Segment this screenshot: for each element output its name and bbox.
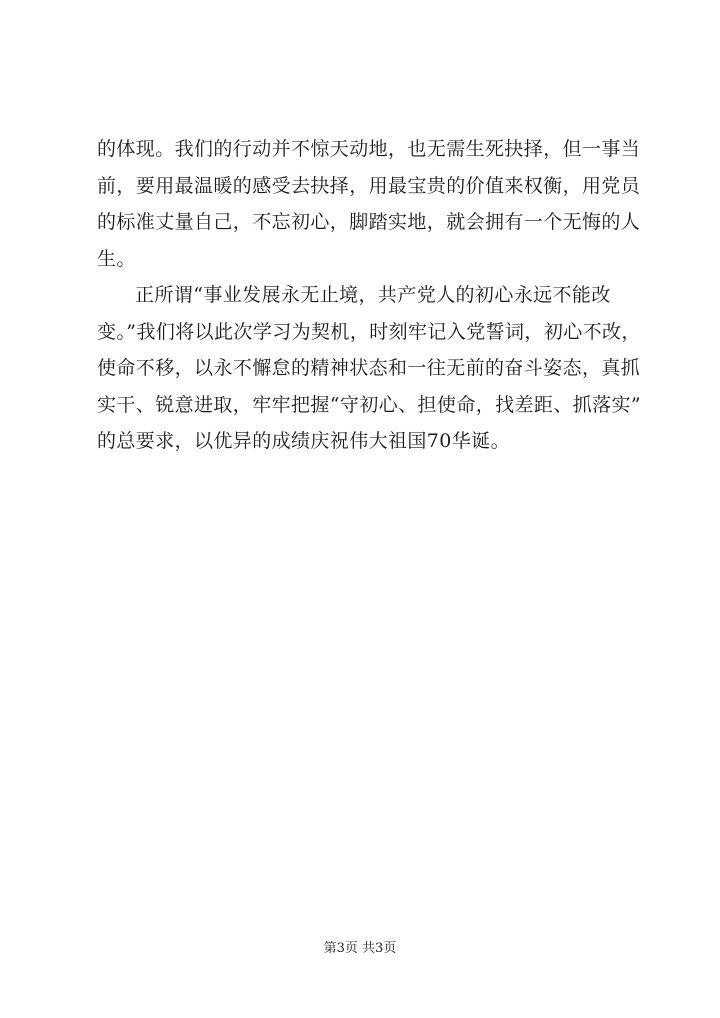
body-text xyxy=(97,131,642,460)
text-line: 使命不移，以永不懈怠的精神状态和一往无前的奋斗姿态，真抓 xyxy=(97,357,641,379)
text-line: 的体现。我们的行动并不惊天动地，也无需生死抉择，但一事当 xyxy=(97,138,641,160)
text-line: 的总要求，以优异的成绩庆祝伟大祖国70华诞。 xyxy=(97,430,510,452)
text-line: 正所谓“事业发展永无止境，共产党人的初心永远不能改 xyxy=(135,284,611,306)
text-line: 实干、锐意进取，牢牢把握“守初心、担使命，找差距、抓落实” xyxy=(97,393,642,416)
text-line: 变。”我们将以此次学习为契机，时刻牢记入党誓词，初心不改， xyxy=(97,320,641,343)
text-line: 生。 xyxy=(97,247,136,270)
text-line: 前，要用最温暖的感受去抉择，用最宝贵的价值来权衡，用党员 xyxy=(97,174,641,197)
page-footer: 第3页 共3页 xyxy=(323,941,397,956)
text-line: 的标准丈量自己，不忘初心，脚踏实地，就会拥有一个无悔的人 xyxy=(97,211,641,233)
